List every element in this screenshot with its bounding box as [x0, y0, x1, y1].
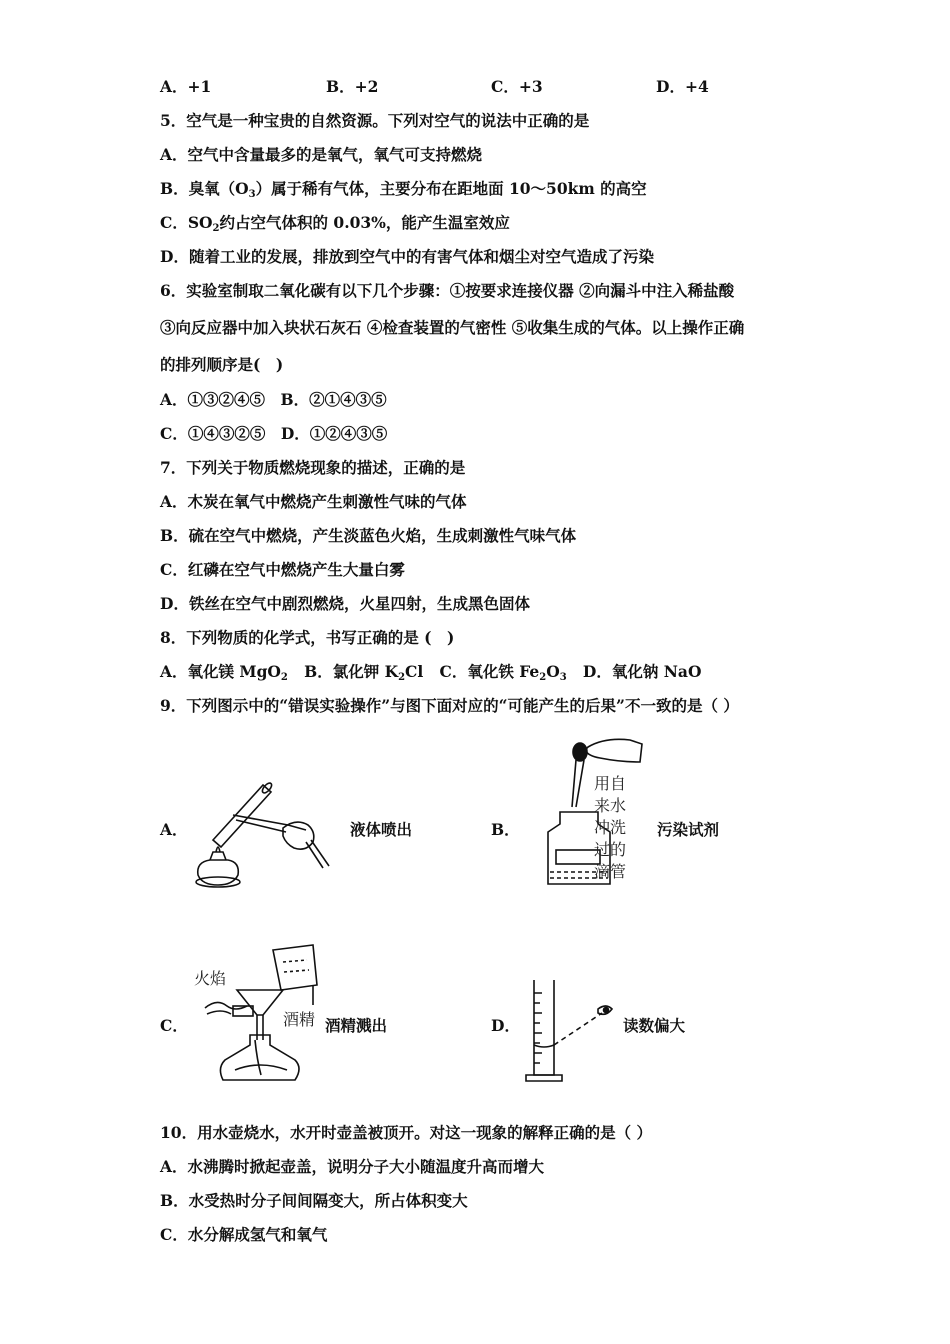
q6-stem-line2: ③向反应器中加入块状石灰石 ④检查装置的气密性 ⑤收集生成的气体。以上操作正确: [160, 318, 745, 337]
q9-a-test-tube-heating-figure: [188, 770, 338, 895]
q7-option-b: B．硫在空气中燃烧，产生淡蓝色火焰，生成刺激性气味气体: [160, 526, 577, 545]
q9-b-caption: 污染试剂: [657, 820, 720, 839]
q9-b-dropper-bottle-figure: [530, 732, 650, 887]
q9-d-label: D．: [491, 1016, 520, 1035]
q9-d-caption: 读数偏大: [623, 1016, 686, 1035]
q9-stem: 9．下列图示中的“错误实验操作”与图下面对应的“可能产生的后果”不一致的是（ ）: [160, 696, 739, 715]
q4-option-b: B．+2: [326, 77, 379, 96]
q6-stem-line3: 的排列顺序是( ): [160, 355, 284, 374]
q9-c-alcohol-label: 酒精: [283, 1010, 316, 1029]
q7-option-d: D．铁丝在空气中剧烈燃烧，火星四射，生成黑色固体: [160, 594, 530, 613]
q7-stem: 7．下列关于物质燃烧现象的描述，正确的是: [160, 458, 466, 477]
q9-a-label: A．: [160, 820, 188, 839]
q8-stem: 8．下列物质的化学式，书写正确的是 ( ): [160, 628, 455, 647]
q9-c-caption: 酒精溅出: [325, 1016, 388, 1035]
q5-option-a: A．空气中含量最多的是氧气，氧气可支持燃烧: [160, 145, 483, 164]
q7-option-c: C．红磷在空气中燃烧产生大量白雾: [160, 560, 405, 579]
q5-stem: 5．空气是一种宝贵的自然资源。下列对空气的说法中正确的是: [160, 111, 590, 130]
q5-option-d: D．随着工业的发展，排放到空气中的有害气体和烟尘对空气造成了污染: [160, 247, 654, 266]
q4-option-a: A．+1: [160, 77, 212, 96]
q4-option-d: D．+4: [656, 77, 709, 96]
q10-option-b: B．水受热时分子间间隔变大，所占体积变大: [160, 1191, 468, 1210]
q9-b-figure-text: 用自 来水 冲洗 过的 滴管: [594, 774, 627, 881]
q6-options-ab: A．①③②④⑤ B．②①④③⑤: [160, 390, 387, 409]
q9-b-label: B．: [491, 820, 520, 839]
q8-options: A．氧化镁 MgO$_2$ B．氯化钾 $K_2Cl$ C．氧化铁 $Fe_2O_3$ D．氧化钠 NaO: [160, 662, 702, 683]
q6-options-cd: C．①④③②⑤ D．①②④③⑤: [160, 424, 388, 443]
q10-stem: 10．用水壶烧水，水开时壶盖被顶开。对这一现象的解释正确的是（ ）: [160, 1123, 652, 1142]
q5-option-c: C．$SO_2$约占空气体积的 0.03%，能产生温室效应: [160, 213, 510, 234]
q9-c-label: C．: [160, 1016, 188, 1035]
q5-option-b: B．臭氧$(O_3)$属于稀有气体，主要分布在距地面 10～50km 的高空: [160, 179, 647, 200]
q9-c-flame-label: 火焰: [194, 969, 227, 988]
q6-stem-line1: 6．实验室制取二氧化碳有以下几个步骤：①按要求连接仪器 ②向漏斗中注入稀盐酸: [160, 281, 735, 300]
q10-option-a: A．水沸腾时掀起壶盖，说明分子大小随温度升高而增大: [160, 1157, 545, 1176]
q9-a-caption: 液体喷出: [350, 820, 413, 839]
q9-d-graduated-cylinder-figure: [520, 975, 620, 1085]
q10-option-c: C．水分解成氢气和氧气: [160, 1225, 328, 1244]
q4-option-c: C．+3: [491, 77, 543, 96]
q7-option-a: A．木炭在氧气中燃烧产生刺激性气味的气体: [160, 492, 467, 511]
